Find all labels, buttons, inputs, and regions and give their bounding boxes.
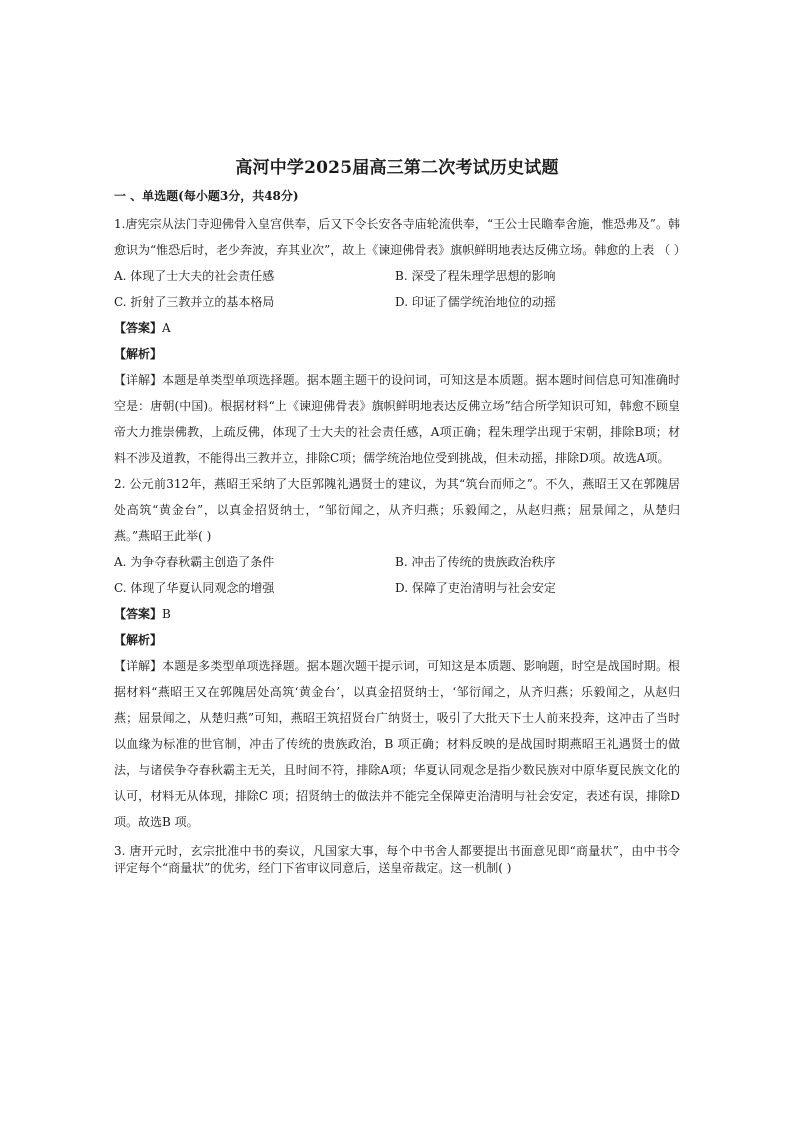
question-2-option-d: D. 保障了吏治清明与社会安定 [395, 581, 556, 595]
question-1-option-a: A. 体现了士大夫的社会责任感 [114, 269, 275, 283]
question-1-answer [114, 315, 680, 341]
question-2-options [114, 549, 680, 601]
question-2-stem: 2. 公元前312年，燕昭王采纳了大臣郭隗礼遇贤士的建议，为其“筑台而师之”。不久，燕昭王又在郭隗居处高筑“黄金台”，以真金招贤纳士，“邹衍闻之，从齐归燕；乐毅闻之，从赵归燕；屈景闻之，从楚归燕。”燕昭王此举( ) [114, 477, 680, 543]
question-2-analysis-label: 【解析】 [114, 633, 163, 647]
answer-value: A [162, 321, 171, 335]
question-1-options [114, 263, 680, 315]
section-heading: 一 、单选题(每小题3分，共48分) [114, 189, 299, 203]
question-2-option-b: B. 冲击了传统的贵族政治秩序 [395, 555, 556, 569]
question-1-option-b: B. 深受了程朱理学思想的影响 [395, 269, 556, 283]
question-1-option-d: D. 印证了儒学统治地位的动摇 [395, 295, 556, 309]
question-1-option-c: C. 折射了三教并立的基本格局 [114, 295, 275, 309]
answer-label: 【答案】 [114, 321, 163, 335]
question-1-analysis-label: 【解析】 [114, 347, 163, 361]
question-2-detail: 【详解】本题是多类型单项选择题。据本题次题干提示词，可知这是本质题、影响题，时空是战国时期。根据材料“燕昭王又在郭隗居处高筑‘黄金台’，以真金招贤纳士，‘邹衍闻之，从齐归燕；乐毅闻之，从赵归燕；屈景闻之，从楚归燕”可知，燕昭王筑招贤台广纳贤士，吸引了大批天下士人前来投奔，这冲击了当时以血缘为标准的世官制，冲击了传统的贵族政治，B 项正确；材料反映的是战国时期燕昭王礼遇贤士的做法，与诸侯争夺春秋霸主无关，且时间不符，排除A项；华夏认同观念是指少数民族对中原华夏民族文化的认可，材料无从体现，排除C 项；招贤纳士的做法并不能完全保障吏治清明与社会安定，表述有误，排除D 项。故选B 项。 [114, 659, 680, 829]
question-2-answer [114, 601, 680, 627]
document-content [114, 155, 686, 877]
exam-title: 高河中学2025届高三第二次考试历史试题 [235, 158, 559, 178]
question-2-option-a: A. 为争夺春秋霸主创造了条件 [114, 555, 275, 569]
question-2-option-c: C. 体现了华夏认同观念的增强 [114, 581, 275, 595]
question-1-stem: 1.唐宪宗从法门寺迎佛骨入皇宫供奉，后又下令长安各寺庙轮流供奉，“王公士民瞻奉舍施，惟恐弗及”。韩愈识为“惟恐后时，老少奔波，弃其业次”，故上《谏迎佛骨表》旗帜鲜明地表达反佛立场。韩愈的上表 （ ） [114, 217, 686, 257]
question-3-stem: 3. 唐开元时，玄宗批准中书的奏议，凡国家大事，每个中书舍人都要提出书面意见即“商量状”，由中书令评定每个“商量状”的优劣，经门下省审议同意后，送皇帝裁定。这一机制( ) [114, 844, 680, 875]
question-1-detail: 【详解】本题是单类型单项选择题。据本题主题干的设问词，可知这是本质题。据本题时间信息可知准确时空是：唐朝(中国)。根据材料“上《谏迎佛骨表》旗帜鲜明地表达反佛立场”结合所学知识可知，韩愈不顾皇帝大力推崇佛教，上疏反佛，体现了士大夫的社会责任感，A项正确；程朱理学出现于宋朝，排除B项；材料不涉及道教，不能得出三教并立，排除C项；儒学统治地位受到挑战，但未动摇，排除D项。故选A项。 [114, 373, 680, 465]
answer-label: 【答案】 [114, 607, 163, 621]
answer-value: B [162, 607, 171, 621]
